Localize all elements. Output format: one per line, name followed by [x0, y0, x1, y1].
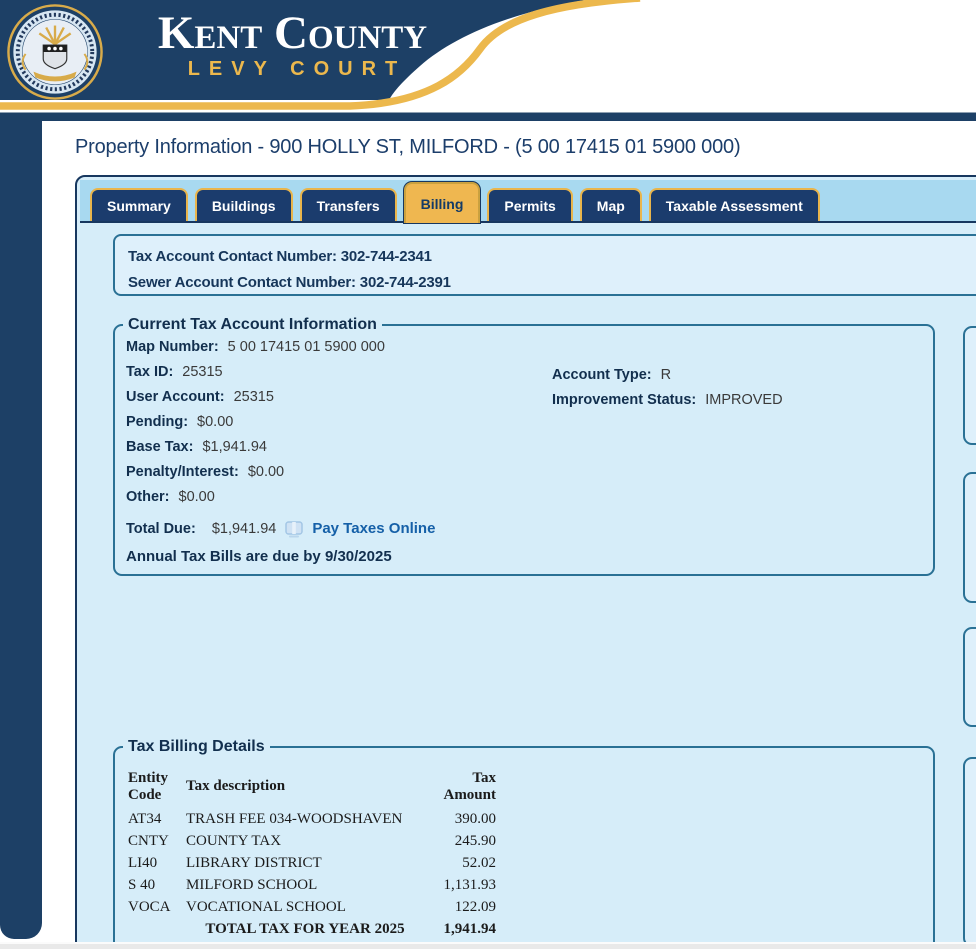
column-entity-code: Entity Code	[128, 770, 169, 803]
current-tax-account-legend: Current Tax Account Information	[128, 316, 377, 333]
total-due-row	[126, 519, 933, 539]
annual-due-note: Annual Tax Bills are due by 9/30/2025	[126, 548, 392, 565]
current-tax-account-box	[113, 316, 935, 576]
right-panel-box-4	[963, 757, 976, 947]
account-fields-right	[552, 368, 783, 418]
tab-permits[interactable]: Permits	[487, 188, 572, 221]
right-panel-box-1	[963, 326, 976, 445]
total-tax-amount: 1,941.94	[443, 921, 496, 938]
field-penalty-interest: Penalty/Interest: $0.00	[126, 464, 285, 480]
table-row: VOCA VOCATIONAL SCHOOL 122.09	[128, 899, 496, 916]
table-row: AT34 TRASH FEE 034-WOODSHAVEN 390.00	[128, 811, 496, 828]
tax-billing-details-legend: Tax Billing Details	[128, 738, 265, 755]
table-row: CNTY COUNTY TAX 245.90	[128, 833, 496, 850]
table-row: LI40 LIBRARY DISTRICT 52.02	[128, 855, 496, 872]
page-bottom-strip	[0, 942, 976, 949]
left-edge-bar	[0, 121, 42, 939]
table-row: S 40 MILFORD SCHOOL 1,131.93	[128, 877, 496, 894]
field-other: Other: $0.00	[126, 489, 215, 505]
account-fields-left	[115, 334, 933, 565]
pay-taxes-online-link[interactable]: Pay Taxes Online	[312, 520, 436, 537]
tab-transfers[interactable]: Transfers	[300, 188, 397, 221]
tab-summary[interactable]: Summary	[90, 188, 188, 221]
field-pending: Pending: $0.00	[126, 414, 234, 430]
tab-buildings[interactable]: Buildings	[195, 188, 293, 221]
tab-strip	[80, 180, 976, 223]
kent-county-seal-icon	[6, 3, 104, 101]
total-due-label: Total Due:	[126, 521, 196, 537]
column-tax-description: Tax description	[186, 778, 286, 795]
tab-taxable-assessment[interactable]: Taxable Assessment	[649, 188, 820, 221]
pay-taxes-icon[interactable]	[283, 519, 305, 539]
sewer-contact-line: Sewer Account Contact Number: 302-744-2391	[128, 274, 451, 291]
right-panel-box-2	[963, 472, 976, 603]
right-panel-box-3	[963, 627, 976, 727]
table-total-row	[128, 919, 496, 941]
field-tax-id: Tax ID: 25315	[126, 364, 223, 380]
contact-numbers-box	[113, 234, 976, 296]
tab-billing[interactable]: Billing	[404, 182, 481, 223]
tax-billing-details-box	[113, 738, 935, 949]
brand-subtitle: LEVY COURT	[187, 58, 407, 80]
tax-billing-table	[128, 770, 496, 941]
field-improvement-status: Improvement Status: IMPROVED	[552, 392, 783, 408]
table-header-row	[128, 770, 496, 809]
total-due-value: $1,941.94	[211, 521, 277, 537]
brand-title: Kent County	[157, 7, 428, 59]
page-title: Property Information - 900 HOLLY ST, MILFORD - (5 00 17415 01 5900 000)	[75, 136, 741, 158]
tab-map[interactable]: Map	[580, 188, 642, 221]
field-user-account: User Account: 25315	[126, 389, 274, 405]
column-tax-amount: Tax Amount	[443, 770, 496, 803]
field-map-number: Map Number: 5 00 17415 01 5900 000	[126, 339, 385, 355]
field-base-tax: Base Tax: $1,941.94	[126, 439, 267, 455]
total-tax-label: TOTAL TAX FOR YEAR 2025	[205, 921, 405, 938]
brand	[95, 8, 490, 80]
tax-contact-line: Tax Account Contact Number: 302-744-2341	[128, 248, 432, 265]
field-account-type: Account Type: R	[552, 367, 672, 383]
